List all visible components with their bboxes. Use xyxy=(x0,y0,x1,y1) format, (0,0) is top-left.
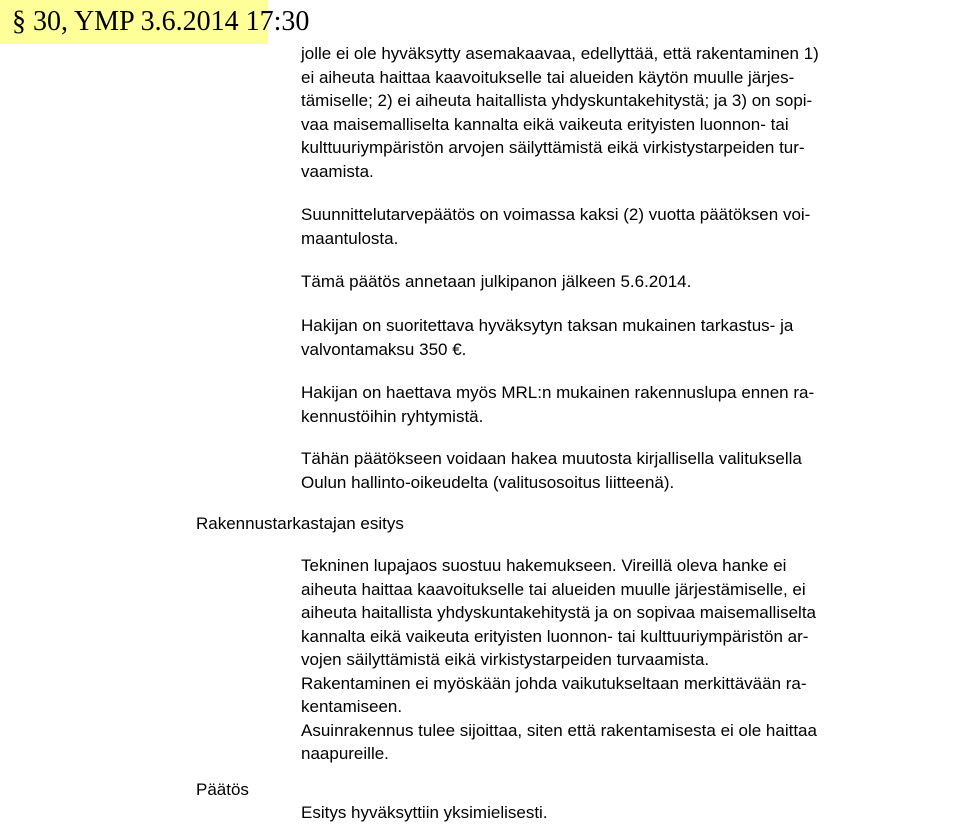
text-line: jolle ei ole hyväksytty asemakaavaa, edellyttää, että rakentaminen 1) xyxy=(301,44,819,63)
paragraph-publication xyxy=(301,270,941,294)
text-line: aiheuta haittaa kaavoitukselle tai alueiden muulle järjestämiselle, ei xyxy=(301,579,806,599)
text-line: Asuinrakennus tulee sijoittaa, siten että rakentamisesta ei ole haittaa xyxy=(301,720,817,740)
section-header-highlight xyxy=(0,0,310,44)
text-line: vaa maisemalliselta kannalta eikä vaikeuta erityisten luonnon- tai xyxy=(301,114,789,134)
text-line: Tämä päätös annetaan julkipanon jälkeen 5.6.2014. xyxy=(301,272,692,291)
decision-section-body xyxy=(301,801,941,825)
text-line: Suunnittelutarvepäätös on voimassa kaksi (2) vuotta päätöksen voi- xyxy=(301,205,811,224)
text-line: Hakijan on haettava myös MRL:n mukainen rakennuslupa ennen ra- xyxy=(301,383,815,402)
text-line: naapureille. xyxy=(301,744,389,763)
text-line: Tähän päätökseen voidaan hakea muutosta kirjallisella valituksella xyxy=(301,449,802,468)
paragraph-validity xyxy=(301,203,941,250)
paragraph-conditions xyxy=(301,42,941,183)
text-line: vojen säilyttämistä eikä virkistystarpeiden turvaamista. xyxy=(301,650,710,669)
text-line: Tekninen lupajaos suostuu hakemukseen. Vireillä oleva hanke ei xyxy=(301,556,787,575)
text-line: Rakentaminen ei myöskään johda vaikutukseltaan merkittävään ra- xyxy=(301,673,807,693)
text-line: vaamista. xyxy=(301,161,374,181)
text-line: kennustöihin ryhtymistä. xyxy=(301,406,484,426)
paragraph-appeal xyxy=(301,447,941,494)
decision-section-label: Päätös xyxy=(196,780,249,799)
text-line: Oulun hallinto-oikeudelta (valitusosoitus liitteenä). xyxy=(301,472,675,492)
section-header-title: § 30, YMP 3.6.2014 17:30 xyxy=(12,6,310,37)
text-line: tämiselle; 2) ei aiheuta haitallista yhdyskuntakehitystä; ja 3) on sopi- xyxy=(301,91,813,110)
text-line: Esitys hyväksyttiin yksimielisesti. xyxy=(301,803,548,822)
text-line: kannalta eikä vaikeuta erityisten luonnon- tai kulttuuriympäristön ar- xyxy=(301,626,809,646)
paragraph-fee xyxy=(301,314,941,361)
text-line: aiheuta haitallista yhdyskuntakehitystä ja on sopivaa maisemalliselta xyxy=(301,603,817,622)
paragraph-building-permit xyxy=(301,381,941,428)
text-line: kentamiseen. xyxy=(301,697,403,716)
text-line: kulttuuriympäristön arvojen säilyttämistä eikä virkistystarpeiden tur- xyxy=(301,138,805,157)
proposal-section-body xyxy=(301,554,941,766)
text-line: ei aiheuta haittaa kaavoitukselle tai alueiden käytön muulle järjes- xyxy=(301,67,795,87)
text-line: Hakijan on suoritettava hyväksytyn taksan mukainen tarkastus- ja xyxy=(301,316,794,335)
text-line: valvontamaksu 350 €. xyxy=(301,339,467,359)
text-line: maantulosta. xyxy=(301,228,399,248)
proposal-section-label: Rakennustarkastajan esitys xyxy=(196,514,404,533)
